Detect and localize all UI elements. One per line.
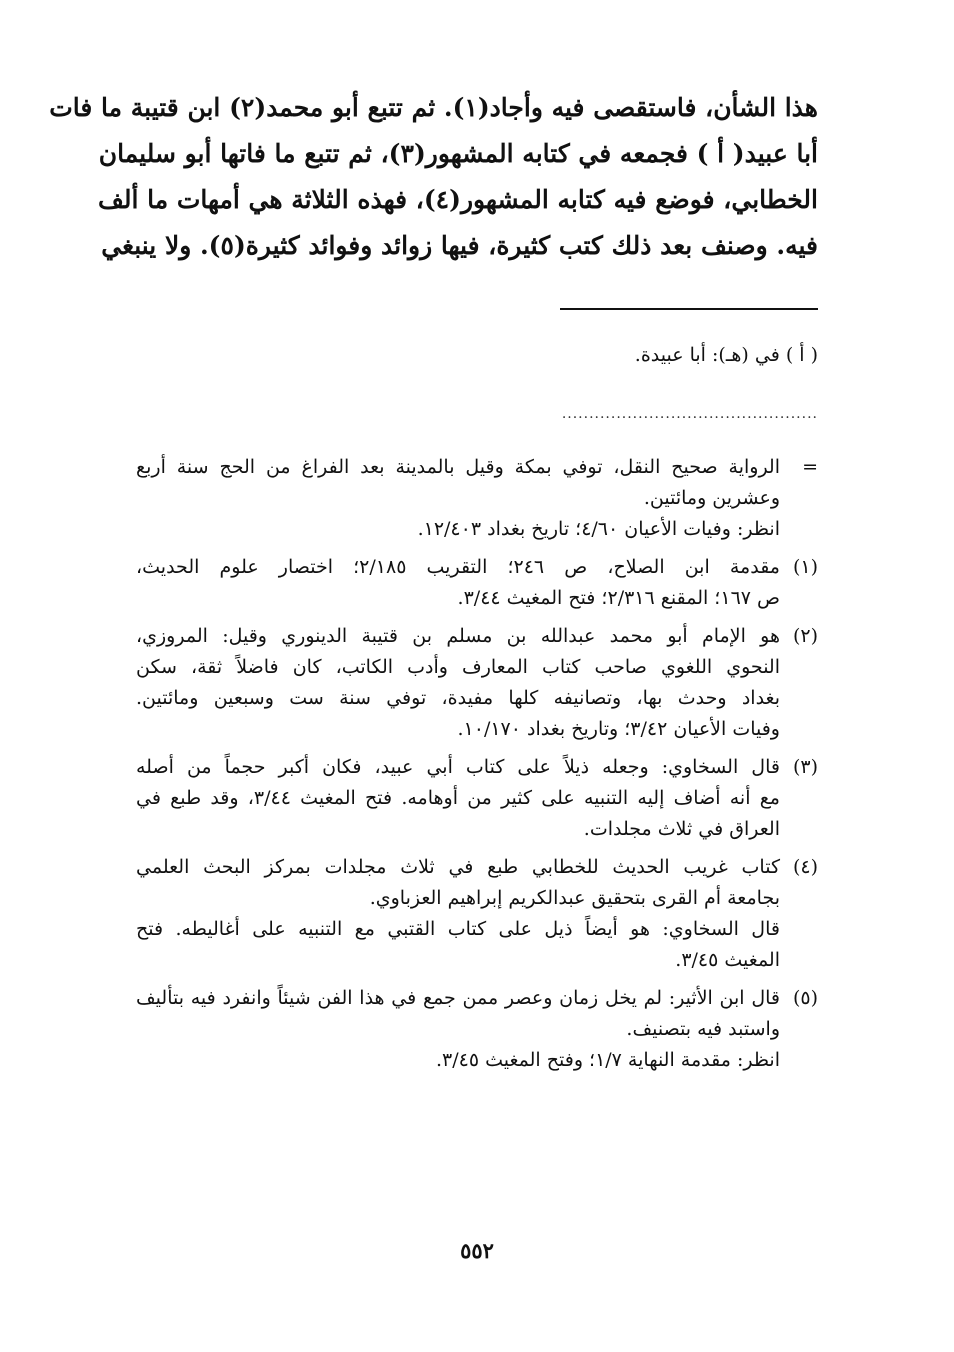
main-text-line: الخطابي، فوضع فيه كتابه المشهور(٤)، فهذه الثلاثة هي أمهات ما ألف: [97, 185, 818, 214]
footnote-line: انظر: مقدمة النهاية ١/٧؛ وفتح المغيث ٣/٤٥.: [435, 1049, 780, 1071]
variant-reading-note: ( أ ) في (هـ): أبا عبيدة.: [634, 344, 818, 366]
footnote-line: العراق في ثلاث مجلدات.: [583, 818, 780, 840]
footnote-line: قال السخاوي: وجعله ذيلاً على كتاب أبي عبيد، فكان أكبر حجماً من أصله: [136, 756, 780, 778]
footnote-2: [136, 621, 818, 745]
footnote-marker: =: [802, 456, 818, 478]
footnote-divider: [560, 308, 818, 310]
footnote-line: وفيات الأعيان ٣/٤٢؛ وتاريخ بغداد ١٠/١٧٠.: [457, 718, 780, 740]
footnote-marker: (٤): [792, 856, 818, 878]
footnote-line: ص ١٦٧؛ المقنع ٢/٣١٦؛ فتح المغيث ٣/٤٤.: [457, 587, 780, 609]
footnote-line: مقدمة ابن الصلاح، ص ٢٤٦؛ التقريب ٢/١٨٥؛ اختصار علوم الحديث،: [136, 556, 780, 578]
footnote-line: النحوي اللغوي صاحب كتاب المعارف وأدب الكاتب، كان فاضلاً ثقة، سكن: [136, 656, 780, 678]
main-text-line: أبا عبيد( أ ) فجمعه في كتابه المشهور(٣)، ثم تتبع ما فاتها أبو سليمان: [98, 139, 818, 168]
footnote-marker: (٢): [792, 625, 818, 647]
footnote-marker: (٣): [792, 756, 818, 778]
footnotes: [136, 452, 818, 1083]
footnote-separator-dots: ...............................................: [561, 406, 818, 422]
footnote-marker: (٥): [792, 987, 818, 1009]
footnote-marker: (١): [792, 556, 818, 578]
footnote-1: [136, 552, 818, 614]
footnote-4: [136, 852, 818, 976]
page-number: ٥٥٢: [460, 1238, 494, 1263]
main-text-line: هذا الشأن، فاستقصى فيه وأجاد(١). ثم تتبع أبو محمد(٢) ابن قتيبة ما فات: [49, 93, 818, 122]
footnote-line: بغداد وحدث بها، وتصانيفه كلها مفيدة، توفي سنة ست وسبعين ومائتين.: [136, 687, 780, 709]
footnote-line: الرواية صحيح النقل، توفي بمكة وقيل بالمدينة بعد الفراغ من الحج سنة أربع: [136, 456, 780, 478]
footnote-continuation: [136, 452, 818, 545]
footnote-line: المغيث ٣/٤٥.: [675, 949, 780, 971]
footnote-5: [136, 983, 818, 1076]
footnote-line: قال السخاوي: هو أيضاً ذيل على كتاب القتبي مع التنبيه على أغاليطه. فتح: [136, 918, 780, 940]
main-text: [49, 88, 818, 272]
footnote-line: مع أنه أضاف إليه التنبيه على كثير من أوهامه. فتح المغيث ٣/٤٤، وقد طبع في: [136, 787, 780, 809]
footnote-line: واستبد فيه بتصنيف.: [626, 1018, 780, 1040]
footnote-line: كتاب غريب الحديث للخطابي طبع في ثلاث مجلدات بمركز البحث العلمي: [136, 856, 780, 878]
footnote-line: بجامعة أم القرى بتحقيق عبدالكريم إبراهيم العزباوي.: [369, 887, 780, 909]
footnote-line: انظر: وفيات الأعيان ٤/٦٠؛ تاريخ بغداد ١٢/٤٠٣.: [417, 518, 780, 540]
footnote-3: [136, 752, 818, 845]
footnote-line: وعشرين ومائتين.: [643, 487, 780, 509]
footnote-line: قال ابن الأثير: لم يخل زمان وعصر ممن جمع في هذا الفن شيئاً وانفرد فيه بتأليف: [136, 987, 780, 1009]
footnote-line: هو الإمام أبو محمد عبدالله بن مسلم بن قتيبة الدينوري وقيل: المروزي،: [136, 625, 780, 647]
main-text-line: فيه. وصنف بعد ذلك كتب كثيرة، فيها زوائد وفوائد كثيرة(٥). ولا ينبغي: [101, 231, 818, 260]
